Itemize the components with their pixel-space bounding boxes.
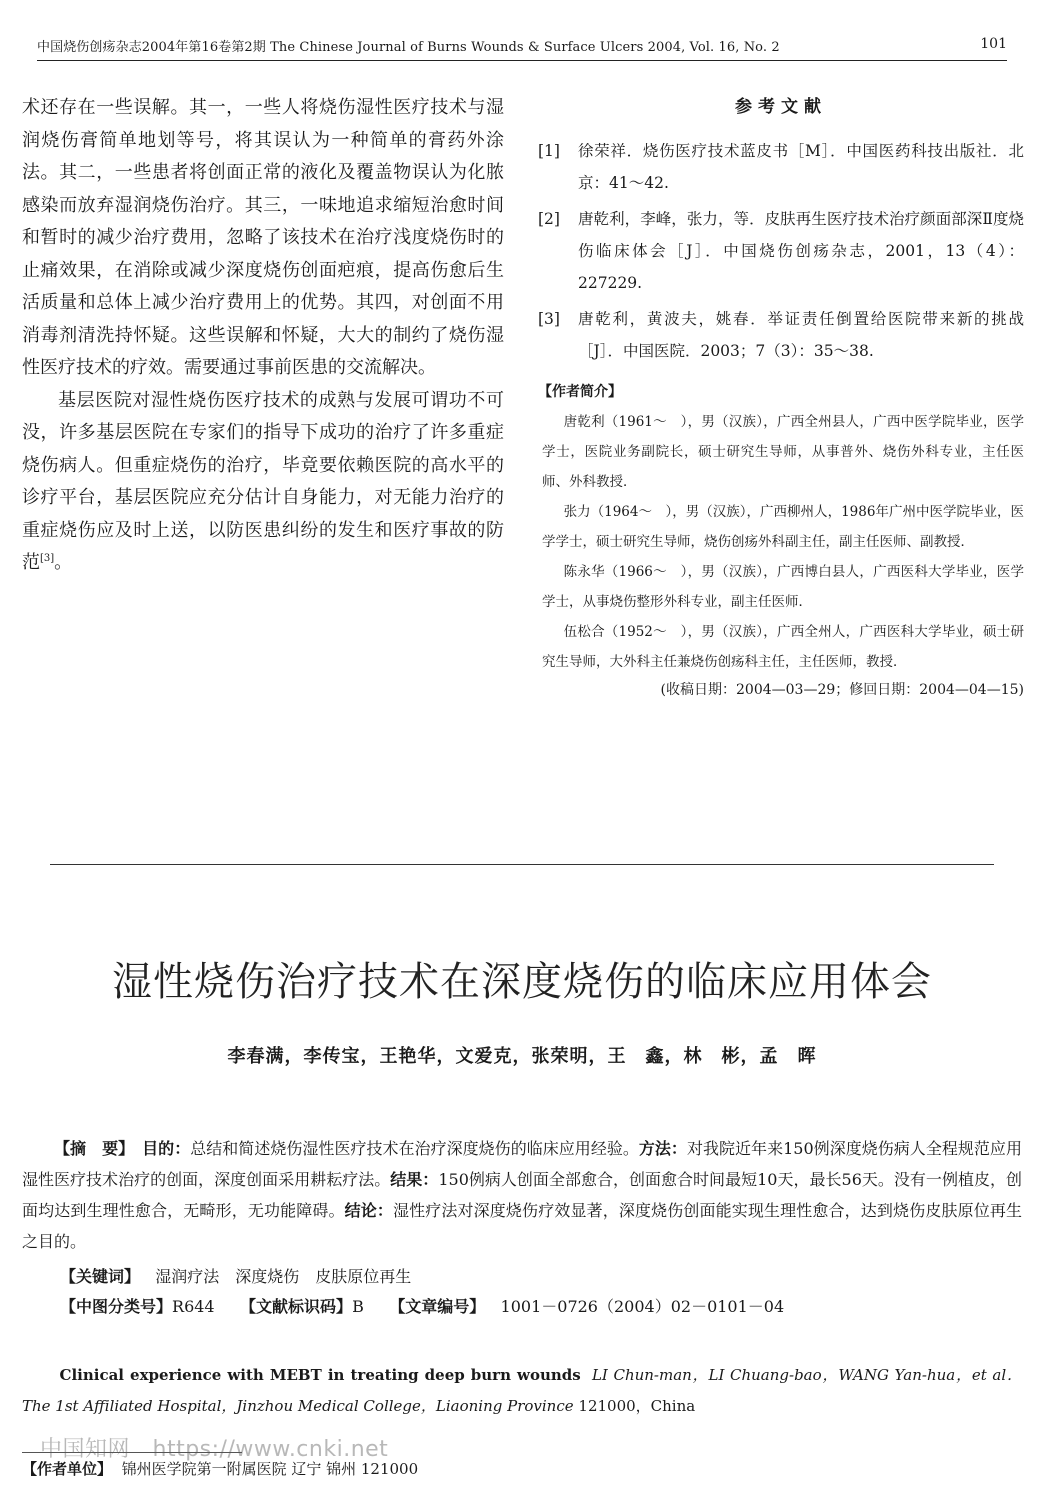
english-postcode: 121000，China: [578, 1397, 696, 1415]
abstract-result: 150例病人创面全部愈合，创面愈合时间最短10天，最长56天。没有一例植皮，创面均达到生理性愈合，无畸形，无功能障碍。: [22, 1170, 1022, 1220]
abstract-result-label: 结果：: [390, 1170, 439, 1189]
doc-code-label: 【文献标识码】: [240, 1297, 353, 1316]
reference-item: [538, 203, 1024, 299]
left-column-text: [22, 92, 504, 580]
reference-number: [2]: [538, 210, 560, 228]
reference-item: [538, 303, 1024, 367]
abstract: [22, 1133, 1022, 1257]
affiliation-line: [22, 1458, 418, 1479]
article-no-label: 【文章编号】: [389, 1297, 486, 1316]
english-title: Clinical experience with MEBT in treating deep burn wounds: [59, 1366, 581, 1384]
right-column: [538, 92, 1024, 699]
article-no: 1001－0726（2004）02－0101－04: [500, 1297, 785, 1316]
abstract-conclusion: 湿性疗法对深度烧伤疗效显著，深度烧伤创面能实现生理性愈合，达到烧伤皮肤原位再生之目的。: [22, 1201, 1022, 1251]
reference-item: [538, 135, 1024, 199]
author-bio: 陈永华（1966～ ），男（汉族），广西博白县人，广西医科大学毕业，医学学士，从事烧伤整形外科专业，副主任医师．: [542, 564, 1024, 610]
received-dates: (收稿日期：2004—03—29；修回日期：2004—04—15): [660, 682, 1024, 698]
doc-code: B: [352, 1297, 364, 1316]
references-title: 参考文献: [735, 97, 827, 117]
abstract-objective-label: 目的：: [142, 1139, 191, 1158]
author-bio: 张力（1964～ ），男（汉族），广西柳州人，1986年广州中医学院毕业，医学学士，硕士研究生导师，烧伤创疡外科副主任，副主任医师、副教授．: [542, 504, 1024, 550]
cnki-watermark: 中国知网 https://www.cnki.net: [40, 1437, 389, 1462]
paragraph-2-end: 。: [54, 552, 73, 573]
paragraph-2-text: 基层医院对湿性烧伤医疗技术的成熟与发展可谓功不可没，许多基层医院在专家们的指导下成功的治疗了许多重症烧伤病人。但重症烧伤的治疗，毕竟要依赖医院的高水平的诊疗平台，基层医院应充分估计自身能力，对无能力治疗的重症烧伤应及时上送，以防医患纠纷的发生和医疗事故的防范: [22, 389, 504, 573]
journal-running-head: 中国烧伤创疡杂志2004年第16卷第2期 The Chinese Journal of Burns Wounds & Surface Ulcers 2004, Vol. 16, No. 2: [37, 40, 780, 55]
footnote-rule: [22, 1452, 242, 1453]
author-bio: 伍松合（1952～ ），男（汉族），广西全州人，广西医科大学毕业，硕士研究生导师，大外科主任兼烧伤创疡科主任，主任医师，教授．: [542, 624, 1024, 670]
english-abstract-heading: [22, 1360, 1022, 1422]
classification-line: [60, 1294, 784, 1317]
abstract-objective: 总结和简述烧伤湿性医疗技术在治疗深度烧伤的临床应用经验。: [190, 1139, 639, 1158]
keywords: 湿润疗法 深度烧伤 皮肤原位再生: [155, 1267, 412, 1286]
reference-text: 唐乾利，黄波夫，姚春．举证责任倒置给医院带来新的挑战［J］．中国医院．2003；7（3）：35～38.: [578, 310, 1024, 360]
clc-code: R644: [172, 1297, 215, 1316]
keywords-line: [60, 1264, 411, 1287]
affiliation-label: 【作者单位】: [22, 1460, 113, 1478]
section-divider: [50, 864, 994, 865]
abstract-conclusion-label: 结论：: [344, 1201, 394, 1220]
reference-text: 徐荣祥．烧伤医疗技术蓝皮书［M］．中国医药科技出版社．北京：41～42.: [578, 142, 1024, 192]
running-header: [37, 36, 1007, 61]
paragraph-2: [22, 385, 504, 580]
reference-text: 唐乾利，李峰，张力，等．皮肤再生医疗技术治疗颜面部深Ⅱ度烧伤临床体会［J］．中国烧伤创疡杂志，2001，13（4）：227229.: [578, 210, 1024, 292]
abstract-method-label: 方法：: [638, 1139, 687, 1158]
article-authors: 李春满，李传宝，王艳华，文爱克，张荣明，王 鑫，林 彬，孟 晖: [227, 1046, 817, 1067]
abstract-label: 【摘 要】: [54, 1139, 127, 1158]
page-number: 101: [980, 36, 1007, 52]
affiliation: 锦州医学院第一附属医院 辽宁 锦州 121000: [121, 1460, 419, 1478]
abstract-method: 对我院近年来150例深度烧伤病人全程规范应用湿性医疗技术治疗的创面，深度创面采用耕耘疗法。: [22, 1139, 1022, 1189]
article-title: 湿性烧伤治疗技术在深度烧伤的临床应用体会: [112, 959, 932, 1005]
reference-number: [1]: [538, 142, 560, 160]
clc-label: 【中图分类号】: [60, 1297, 173, 1316]
reference-number: [3]: [538, 310, 560, 328]
author-bio-heading: 【作者简介】: [538, 384, 622, 400]
author-bio: 唐乾利（1961～ ），男（汉族），广西全州县人，广西中医学院毕业，医学学士，医院业务副院长，硕士研究生导师，从事普外、烧伤外科专业，主任医师、外科教授．: [542, 414, 1024, 490]
english-authors: LI Chun-man，LI Chuang-bao，WANG Yan-hua，et al．The 1st Affiliated Hospital，Jinzhou Medical College，Liaoning Province: [22, 1366, 1023, 1415]
citation-3: [3]: [40, 553, 55, 564]
keywords-label: 【关键词】: [60, 1267, 141, 1286]
paragraph-1: 术还存在一些误解。其一，一些人将烧伤湿性医疗技术与湿润烧伤膏简单地划等号，将其误认为一种简单的膏药外涂法。其二，一些患者将创面正常的液化及覆盖物误认为化脓感染而放弃湿润烧伤治疗。其三，一味地追求缩短治愈时间和暂时的减少治疗费用，忽略了该技术在治疗浅度烧伤时的止痛效果，在消除或减少深度烧伤创面疤痕，提高伤愈后生活质量和总体上减少治疗费用上的优势。其四，对创面不用消毒剂清洗持怀疑。这些误解和怀疑，大大的制约了烧伤湿性医疗技术的疗效。需要通过事前医患的交流解决。: [22, 97, 504, 378]
